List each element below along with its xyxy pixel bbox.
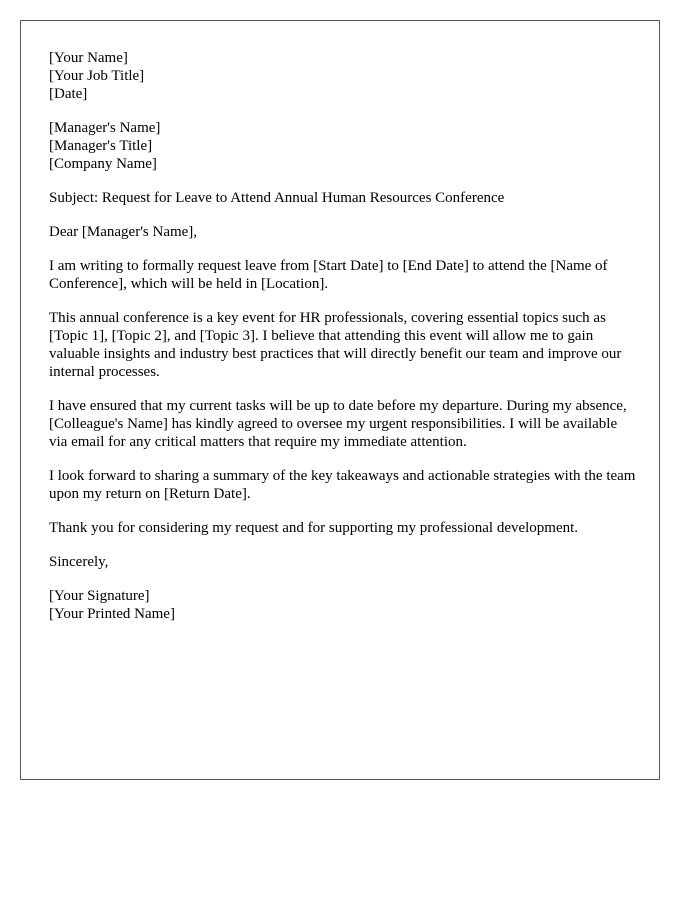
letter-page bbox=[20, 20, 660, 780]
signature-line: [Your Signature] bbox=[49, 588, 150, 604]
recipient-block bbox=[49, 119, 639, 173]
letter-body bbox=[49, 49, 639, 639]
sender-block bbox=[49, 49, 639, 103]
closing: Sincerely, bbox=[49, 554, 109, 570]
salutation: Dear [Manager's Name], bbox=[49, 224, 198, 240]
signature-block bbox=[49, 587, 639, 623]
printed-name: [Your Printed Name] bbox=[49, 606, 175, 622]
recipient-company: [Company Name] bbox=[49, 156, 157, 172]
recipient-name: [Manager's Name] bbox=[49, 120, 161, 136]
sender-name: [Your Name] bbox=[49, 50, 128, 66]
letter-date: [Date] bbox=[49, 86, 88, 102]
sender-job-title: [Your Job Title] bbox=[49, 68, 145, 84]
body-paragraph: I look forward to sharing a summary of the key takeaways and actionable strategies with the team upon my return on [Return Date]. bbox=[49, 468, 636, 502]
recipient-title: [Manager's Title] bbox=[49, 138, 153, 154]
subject-line: Subject: Request for Leave to Attend Annual Human Resources Conference bbox=[49, 190, 505, 206]
body-paragraph: I am writing to formally request leave from [Start Date] to [End Date] to attend the [Name of Conference], which will be held in [Location]. bbox=[49, 258, 608, 292]
body-paragraph: I have ensured that my current tasks will be up to date before my departure. During my absence, [Colleague's Name] has kindly agreed to oversee my urgent responsibilities. I will be available via email for any critical matters that require my immediate attention. bbox=[49, 398, 627, 450]
body-paragraph: Thank you for considering my request and for supporting my professional development. bbox=[49, 520, 579, 536]
body-paragraph: This annual conference is a key event for HR professionals, covering essential topics such as [Topic 1], [Topic 2], and [Topic 3]. I believe that attending this event will allow me to gain valuable insights and industry best practices that will directly benefit our team and improve our internal processes. bbox=[49, 310, 622, 380]
